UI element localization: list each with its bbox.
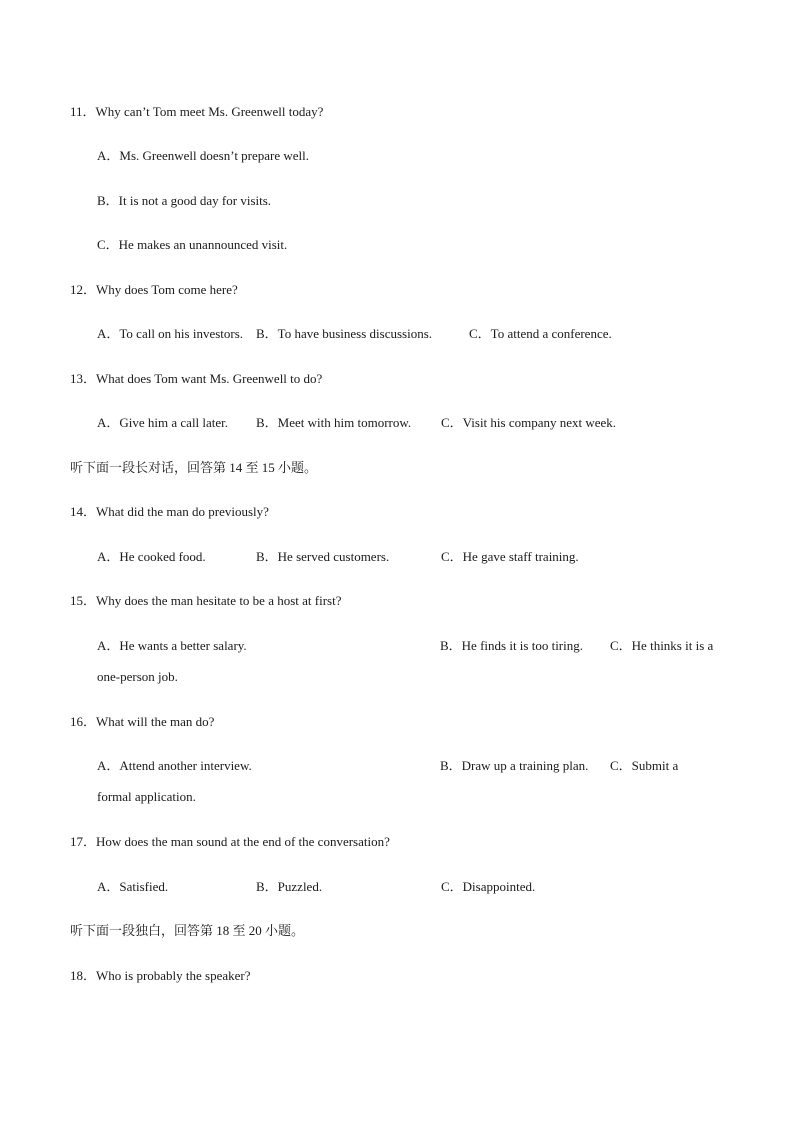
question-12: 12．Why does Tom come here? <box>70 282 238 297</box>
option-17-a: A．Satisfied. <box>97 879 169 894</box>
section-heading-18-20: 听下面一段独白，回答第 18 至 20 小题。 <box>70 923 305 938</box>
option-12-c: C．To attend a conference. <box>469 326 612 341</box>
option-16-c: C．Submit a <box>610 758 679 773</box>
option-15-c: C．He thinks it is a <box>610 638 714 653</box>
option-11-c: C．He makes an unannounced visit. <box>97 237 288 252</box>
question-14: 14．What did the man do previously? <box>70 504 269 519</box>
option-17-c: C．Disappointed. <box>441 879 536 894</box>
option-17-b: B．Puzzled. <box>256 879 323 894</box>
question-11: 11．Why can’t Tom meet Ms. Greenwell today? <box>70 104 324 119</box>
question-17: 17．How does the man sound at the end of the conversation? <box>70 834 390 849</box>
option-12-b: B．To have business discussions. <box>256 326 433 341</box>
option-14-c: C．He gave staff training. <box>441 549 579 564</box>
option-15-b: B．He finds it is too tiring. <box>440 638 584 653</box>
option-13-a: A．Give him a call later. <box>97 415 229 430</box>
option-14-a: A．He cooked food. <box>97 549 206 564</box>
option-16-c-continued: formal application. <box>97 789 196 804</box>
option-13-b: B．Meet with him tomorrow. <box>256 415 412 430</box>
question-18: 18．Who is probably the speaker? <box>70 968 251 983</box>
option-13-c: C．Visit his company next week. <box>441 415 617 430</box>
option-11-a: A．Ms. Greenwell doesn’t prepare well. <box>97 148 310 163</box>
question-13: 13．What does Tom want Ms. Greenwell to do? <box>70 371 323 386</box>
option-11-b: B．It is not a good day for visits. <box>97 193 272 208</box>
option-12-a: A．To call on his investors. <box>97 326 244 341</box>
option-16-a: A．Attend another interview. <box>97 758 252 773</box>
option-14-b: B．He served customers. <box>256 549 390 564</box>
option-16-b: B．Draw up a training plan. <box>440 758 589 773</box>
question-15: 15．Why does the man hesitate to be a host at first? <box>70 593 342 608</box>
option-15-a: A．He wants a better salary. <box>97 638 247 653</box>
question-16: 16．What will the man do? <box>70 714 215 729</box>
section-heading-14-15: 听下面一段长对话，回答第 14 至 15 小题。 <box>70 460 318 475</box>
option-15-c-continued: one-person job. <box>97 669 178 684</box>
